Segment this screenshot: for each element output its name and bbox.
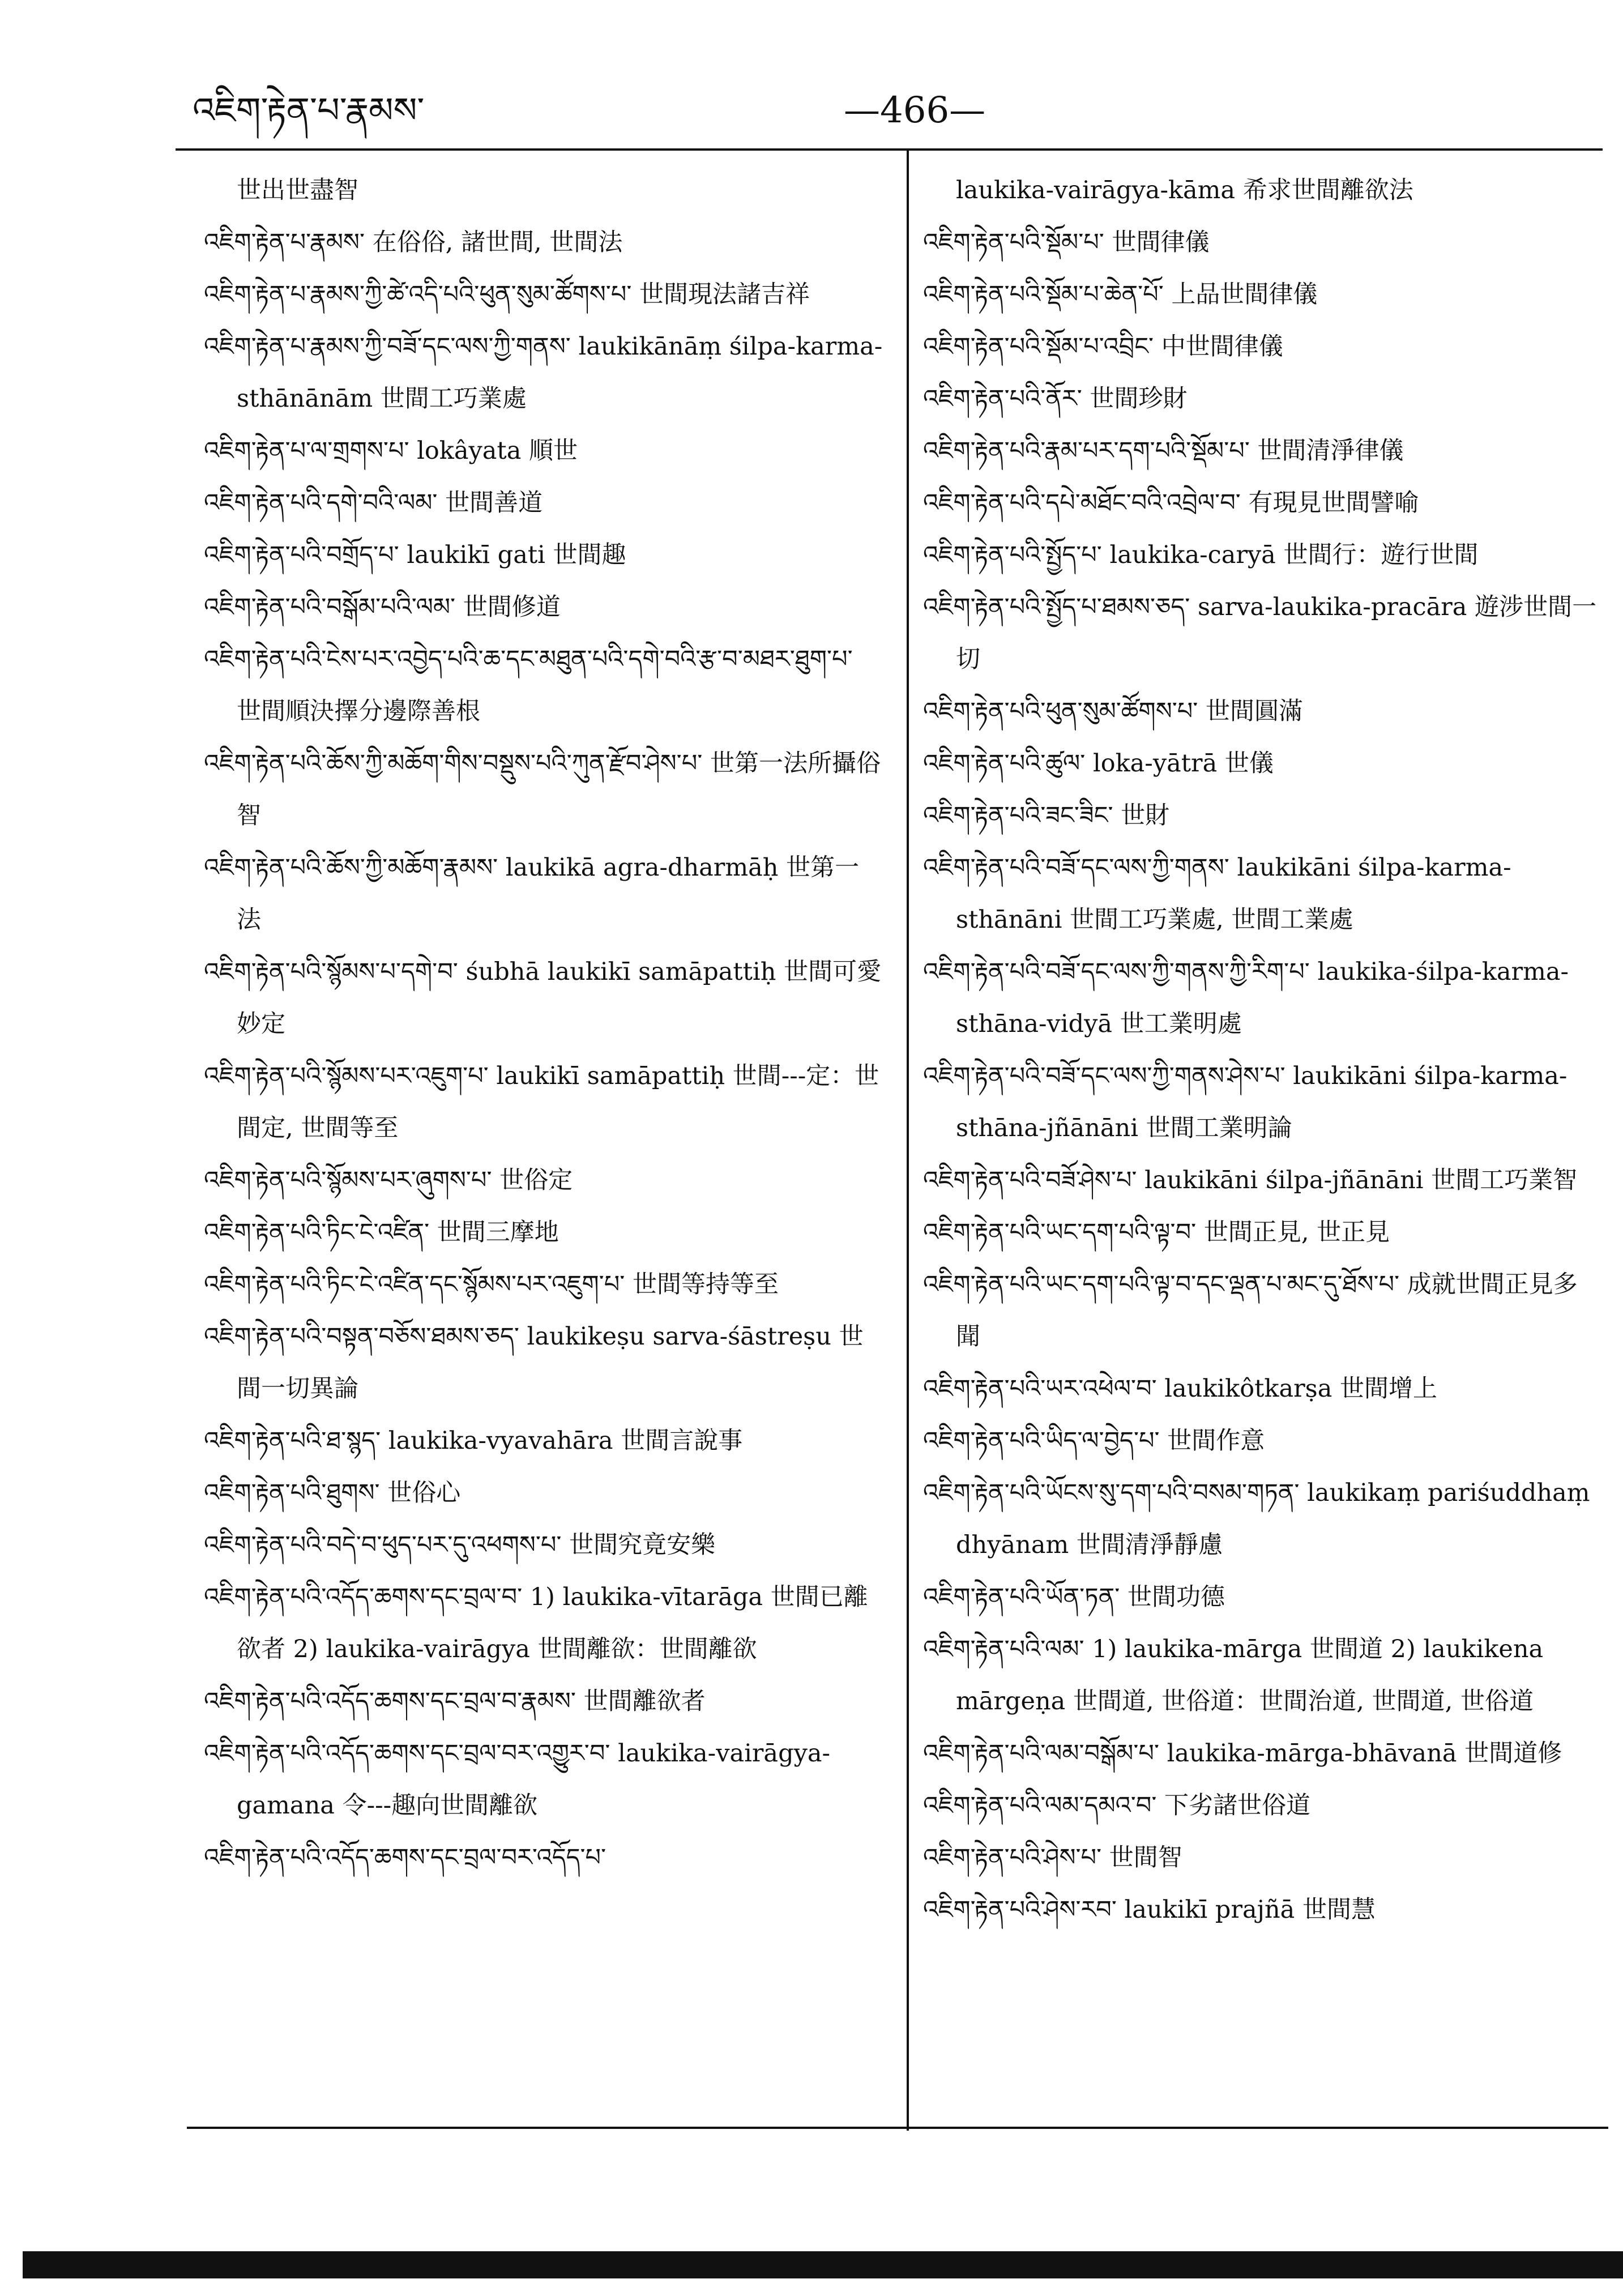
dictionary-entry: འཇིག་རྟེན་པའི་བསྟན་བཅོས་ཐམས་ཅད་ laukikeṣu sarva-śāstreṣu 世間一切異論: [204, 1322, 864, 1403]
dictionary-entry: འཇིག་རྟེན་པའི་ཆོས་ཀྱི་མཆོག་གིས་བསྡུས་པའི་ཀུན་རྫོབ་ཤེས་པ་ 世第一法所攝俗智: [204, 749, 881, 830]
dictionary-entry: འཇིག་རྟེན་པའི་ལམ་དམའ་བ་ 下劣諸世俗道: [923, 1791, 1311, 1820]
dictionary-entry: འཇིག་རྟེན་པའི་སྙོམས་པར་འཇུག་པ་ laukikī samāpattiḥ 世間---定：世間定, 世間等至: [204, 1062, 879, 1142]
dictionary-entry: འཇིག་རྟེན་པའི་སྡོམ་པ་འབྲིང་ 中世間律儀: [923, 332, 1283, 361]
dictionary-entry: འཇིག་རྟེན་པའི་ཤེས་རབ་ laukikī prajñā 世間慧: [923, 1896, 1376, 1924]
column-divider: [907, 148, 909, 2131]
dictionary-entry: འཇིག་རྟེན་པའི་འདོད་ཆགས་དང་བྲལ་བ་ 1) laukika-vītarāga 世間已離欲者 2) laukika-vairāgya 世間離欲：世間離欲: [204, 1583, 868, 1663]
dictionary-entry: འཇིག་རྟེན་པ་རྣམས་ 在俗俗, 諸世間, 世間法: [204, 228, 623, 257]
dictionary-entry: འཇིག་རྟེན་པའི་སྙོམས་པ་དགེ་བ་ śubhā laukikī samāpattiḥ 世間可愛妙定: [204, 958, 882, 1038]
dictionary-entry: འཇིག་རྟེན་པའི་ཟང་ཟིང་ 世財: [923, 801, 1170, 830]
dictionary-entry: འཇིག་རྟེན་པའི་སྡོམ་པ་ཆེན་པོ་ 上品世間律儀: [923, 280, 1318, 309]
dictionary-entry: laukika-vairāgya-kāma 希求世間離欲法: [956, 176, 1413, 204]
dictionary-entry: འཇིག་རྟེན་པའི་བསྒོམ་པའི་ལམ་ 世間修道: [204, 593, 561, 621]
dictionary-entry: འཇིག་རྟེན་པའི་ཐུགས་ 世俗心: [204, 1479, 461, 1507]
dictionary-entry: འཇིག་རྟེན་པའི་ཕུན་སུམ་ཚོགས་པ་ 世間圓滿: [923, 697, 1304, 725]
dictionary-entry: འཇིག་རྟེན་པ་རྣམས་ཀྱི་བཟོ་དང་ལས་ཀྱི་གནས་ laukikānāṃ śilpa-karma-sthānānām 世間工巧業處: [204, 332, 883, 413]
top-rule: [176, 148, 1603, 151]
page-number: —466—: [844, 89, 986, 131]
bottom-rule: [187, 2127, 1608, 2129]
dictionary-entry: འཇིག་རྟེན་པའི་བདེ་བ་ཕུད་པར་དུ་འཕགས་པ་ 世間究竟安樂: [204, 1531, 716, 1559]
dictionary-entry: འཇིག་རྟེན་པའི་འདོད་ཆགས་དང་བྲལ་བར་འདོད་པ་: [204, 1843, 607, 1872]
dictionary-entry: འཇིག་རྟེན་པའི་བཟོ་དང་ལས་ཀྱི་གནས་ཤེས་པ་ laukikāni śilpa-karma-sthāna-jñānāni 世間工業明論: [923, 1062, 1568, 1142]
dictionary-entry: འཇིག་རྟེན་པའི་ཡོངས་སུ་དག་པའི་བསམ་གཏན་ laukikaṃ pariśuddhaṃ dhyānam 世間清淨靜慮: [923, 1479, 1590, 1559]
dictionary-entry: འཇིག་རྟེན་པའི་ཤེས་པ་ 世間智: [923, 1843, 1182, 1872]
dictionary-entry: འཇིག་རྟེན་པའི་ངེས་པར་འབྱེད་པའི་ཆ་དང་མཐུན་པའི་དགེ་བའི་རྩ་བ་མཐར་ཐུག་པ་ 世間順決擇分邊際善根: [204, 645, 853, 725]
dictionary-entry: འཇིག་རྟེན་པའི་ཚུལ་ loka-yātrā 世儀: [923, 749, 1274, 778]
dictionary-entry: འཇིག་རྟེན་པའི་བཟོ་ཤེས་པ་ laukikāni śilpa-jñānāni 世間工巧業智: [923, 1166, 1578, 1194]
dictionary-entry: འཇིག་རྟེན་པའི་སྡོམ་པ་ 世間律儀: [923, 228, 1210, 257]
dictionary-entry: 世出世盡智: [237, 176, 358, 204]
dictionary-entry: འཇིག་རྟེན་པའི་ཡོན་ཏན་ 世間功德: [923, 1583, 1225, 1611]
running-title: འཇིག་རྟེན་པ་རྣམས་: [193, 89, 425, 131]
right-column: [923, 164, 1600, 2113]
scan-edge-band: [23, 2251, 1623, 2278]
dictionary-entry: འཇིག་རྟེན་པའི་ཐ་སྙད་ laukika-vyavahāra 世間言說事: [204, 1427, 743, 1455]
dictionary-entry: འཇིག་རྟེན་པའི་ཏིང་ངེ་འཛིན་ 世間三摩地: [204, 1218, 559, 1247]
dictionary-entry: འཇིག་རྟེན་པའི་དགེ་བའི་ལམ་ 世間善道: [204, 489, 543, 517]
dictionary-entry: འཇིག་རྟེན་པའི་ཡར་འཕེལ་བ་ laukikôtkarṣa 世間增上: [923, 1375, 1438, 1403]
dictionary-entry: འཇིག་རྟེན་པའི་ཡང་དག་པའི་ལྟ་བ་ 世間正見, 世正見: [923, 1218, 1390, 1247]
dictionary-entry: འཇིག་རྟེན་པའི་སྙོམས་པར་ཞུགས་པ་ 世俗定: [204, 1166, 573, 1194]
dictionary-entry: འཇིག་རྟེན་པའི་དཔེ་མཐོང་བའི་འབྲེལ་བ་ 有現見世間譬喻: [923, 489, 1419, 517]
dictionary-entry: འཇིག་རྟེན་པའི་འདོད་ཆགས་དང་བྲལ་བར་འགྱུར་བ་ laukika-vairāgya-gamana 令---趣向世間離欲: [204, 1739, 831, 1820]
dictionary-entry: འཇིག་རྟེན་པའི་ཏིང་ངེ་འཛིན་དང་སྙོམས་པར་འཇུག་པ་ 世間等持等至: [204, 1270, 779, 1299]
dictionary-entry: འཇིག་རྟེན་པའི་སྤྱོད་པ་ཐམས་ཅད་ sarva-laukika-pracāra 遊涉世間一切: [923, 593, 1597, 673]
dictionary-entry: འཇིག་རྟེན་པའི་སྤྱོད་པ་ laukika-caryā 世間行：遊行世間: [923, 541, 1479, 569]
dictionary-entry: འཇིག་རྟེན་པ་ལ་གྲགས་པ་ lokâyata 順世: [204, 437, 578, 465]
dictionary-entry: འཇིག་རྟེན་པའི་ལམ་བསྒོམ་པ་ laukika-mārga-bhāvanā 世間道修: [923, 1739, 1562, 1768]
dictionary-entry: འཇིག་རྟེན་པ་རྣམས་ཀྱི་ཚེ་འདི་པའི་ཕུན་སུམ་ཚོགས་པ་ 世間現法諸吉祥: [204, 280, 810, 309]
dictionary-entry: འཇིག་རྟེན་པའི་བགྲོད་པ་ laukikī gati 世間趣: [204, 541, 626, 569]
page-header: [193, 79, 1597, 147]
dictionary-entry: འཇིག་རྟེན་པའི་འདོད་ཆགས་དང་བྲལ་བ་རྣམས་ 世間離欲者: [204, 1687, 706, 1715]
dictionary-entry: འཇིག་རྟེན་པའི་བཟོ་དང་ལས་ཀྱི་གནས་ laukikāni śilpa-karma-sthānāni 世間工巧業處, 世間工業處: [923, 853, 1511, 934]
dictionary-entry: འཇིག་རྟེན་པའི་ནོར་ 世間珍財: [923, 385, 1188, 413]
dictionary-entry: འཇིག་རྟེན་པའི་བཟོ་དང་ལས་ཀྱི་གནས་ཀྱི་རིག་པ་ laukika-śilpa-karma-sthāna-vidyā 世工業明處: [923, 958, 1569, 1038]
dictionary-entry: འཇིག་རྟེན་པའི་ལམ་ 1) laukika-mārga 世間道 2) laukikena mārgeṇa 世間道, 世俗道：世間治道, 世間道, 世俗道: [923, 1635, 1544, 1715]
dictionary-entry: འཇིག་རྟེན་པའི་ཡིད་ལ་བྱེད་པ་ 世間作意: [923, 1427, 1265, 1455]
left-column: [204, 164, 883, 2113]
dictionary-entry: འཇིག་རྟེན་པའི་ཆོས་ཀྱི་མཆོག་རྣམས་ laukikā agra-dharmāḥ 世第一法: [204, 853, 860, 934]
dictionary-entry: འཇིག་རྟེན་པའི་རྣམ་པར་དག་པའི་སྡོམ་པ་ 世間清淨律儀: [923, 437, 1404, 465]
dictionary-entry: འཇིག་རྟེན་པའི་ཡང་དག་པའི་ལྟ་བ་དང་ལྡན་པ་མང་དུ་ཐོས་པ་ 成就世間正見多聞: [923, 1270, 1578, 1351]
